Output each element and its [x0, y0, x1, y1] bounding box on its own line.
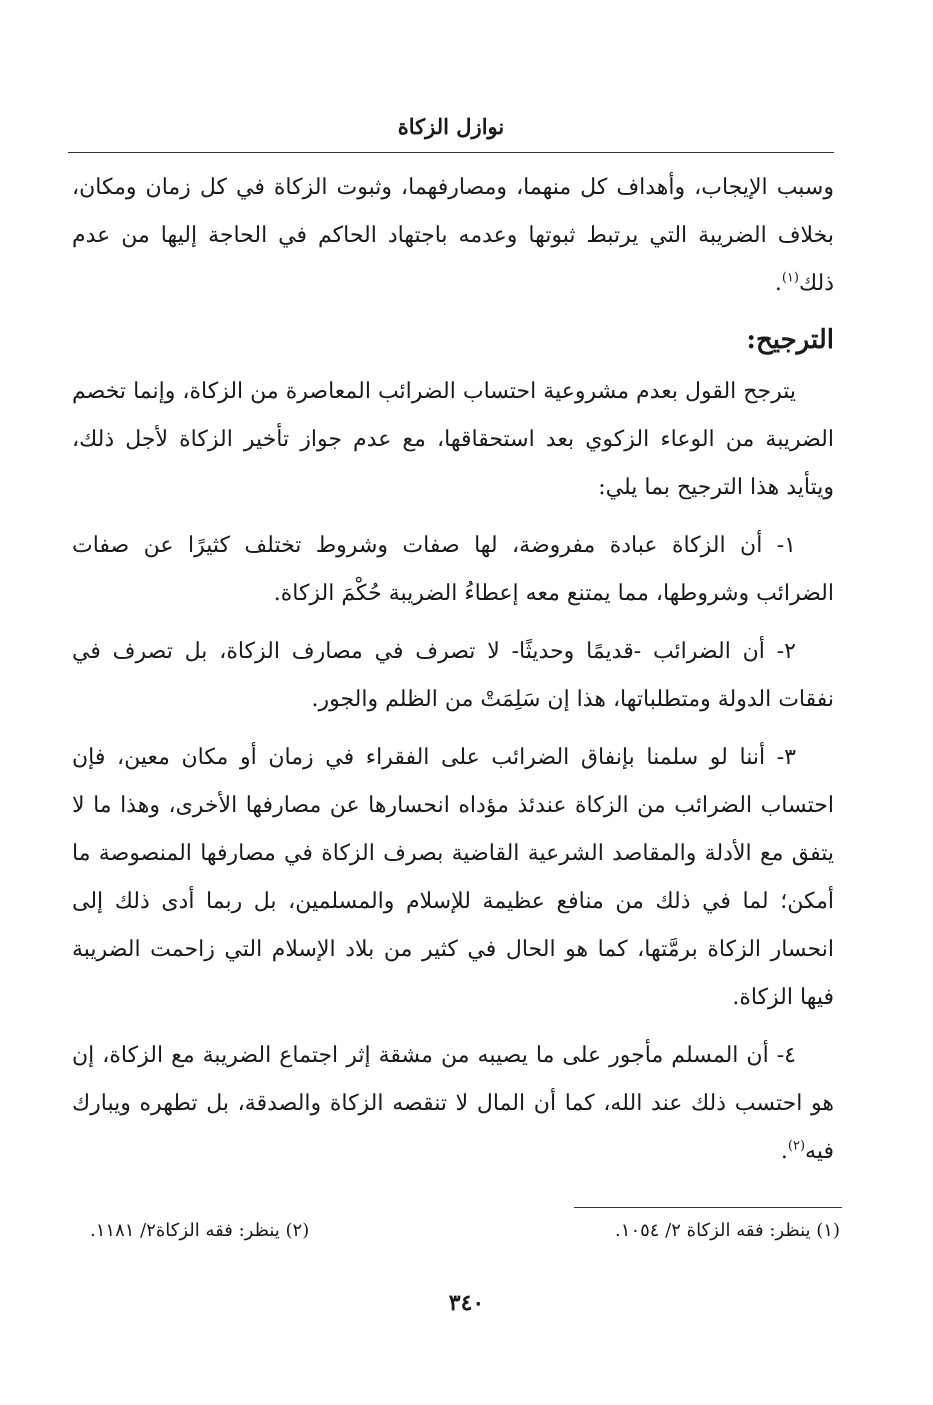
- section-heading: الترجيح:: [746, 325, 834, 355]
- point-1: ١- أن الزكاة عبادة مفروضة، لها صفات وشروط تختلف كثيرًا عن صفات الضرائب وشروطها، مما يمتنع معه إعطاءُ الضريبة حُكْمَ الزكاة.: [72, 533, 834, 606]
- point-3: ٣- أننا لو سلمنا بإنفاق الضرائب على الفقراء في زمان أو مكان معين، فإن احتساب الضرائب من الزكاة عندئذ مؤداه انحسارها عن مصارفها الأخرى، وهذا ما لا يتفق مع الأدلة والمقاصد الشرعية القاضية بصرف الزكاة في مصارفها المنصوصة ما أمكن؛ لما في ذلك من منافع عظيمة للإسلام والمسلمين، بل ربما أدى ذلك إلى انحسار الزكاة برمَّتها، كما هو الحال في كثير من بلاد الإسلام التي زاحمت الضريبة فيها الزكاة.: [72, 745, 834, 1010]
- page-number: ٣٤٠: [448, 1290, 485, 1316]
- running-title: نوازل الزكاة: [397, 114, 505, 139]
- point-4-text: ٤- أن المسلم مأجور على ما يصيبه من مشقة إثر اجتماع الضريبة مع الزكاة، إن هو احتسب ذلك عند الله، كما أن المال لا تنقصه الزكاة والصدقة، بل تطهره ويبارك فيه: [72, 1043, 834, 1164]
- header-rule: [68, 152, 834, 153]
- intro-end: .: [774, 271, 782, 296]
- footnote-1: (١) ينظر: فقه الزكاة ٢/ ١٠٥٤.: [615, 1220, 840, 1241]
- intro-paragraph: [72, 164, 834, 308]
- footnote-ref-1: (١): [781, 270, 799, 286]
- footnotes: [90, 1216, 840, 1246]
- footnote-rule: [574, 1207, 842, 1208]
- tarjih-paragraph: يترجح القول بعدم مشروعية احتساب الضرائب المعاصرة من الزكاة، وإنما تخصم الضريبة من الوعاء الزكوي بعد استحقاقها، مع عدم جواز تأخير الزكاة لأجل ذلك، ويتأيد هذا الترجيح بما يلي:: [72, 379, 834, 500]
- point-4-end: .: [780, 1139, 788, 1164]
- intro-text: وسبب الإيجاب، وأهداف كل منهما، ومصارفهما، وثبوت الزكاة في كل زمان ومكان، بخلاف الضريبة التي يرتبط ثبوتها وعدمه باجتهاد الحاكم في الحاجة إليها من عدم ذلك: [72, 175, 834, 296]
- point-4: [72, 1032, 834, 1176]
- footnote-2: (٢) ينظر: فقه الزكاة٢/ ١١٨١.: [90, 1220, 310, 1241]
- point-2: ٢- أن الضرائب -قديمًا وحديثًا- لا تصرف في مصارف الزكاة، بل تصرف في نفقات الدولة ومتطلباتها، هذا إن سَلِمَتْ من الظلم والجور.: [72, 639, 834, 712]
- footnote-ref-2: (٢): [787, 1138, 806, 1154]
- body-text: [72, 164, 834, 1176]
